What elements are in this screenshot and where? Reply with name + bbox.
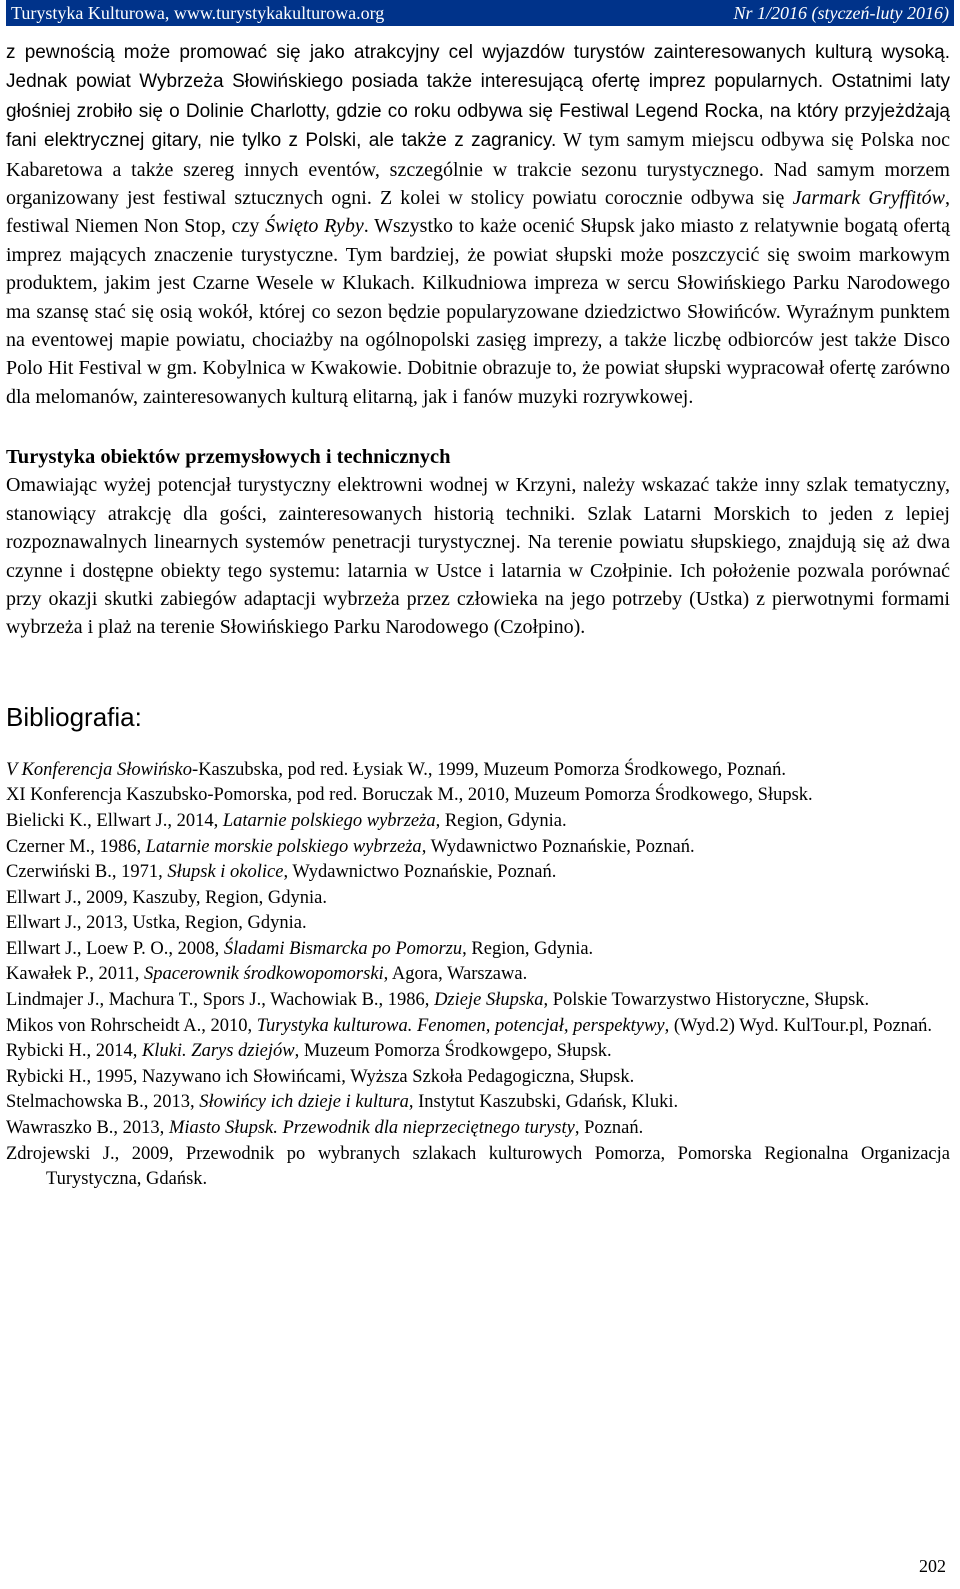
bibliography-item: V Konferencja Słowińsko-Kaszubska, pod red. Łysiak W., 1999, Muzeum Pomorza Środkowego, Poznań. [6,759,786,780]
bibliography-item: Wawraszko B., 2013, Miasto Słupsk. Przewodnik dla nieprzeciętnego turysty, Poznań. [6,1118,644,1139]
page-header [6,0,954,26]
paragraph-industrial: Omawiając wyżej potencjał turystyczny elektrowni wodnej w Krzyni, należy wskazać także inny szlak tematyczny, stanowiący atrakcję dla gości, zainteresowanych historią techniki. Szlak Latarni Morskich to jeden z lepiej rozpoznawalnych linearnych systemów penetracji turystycznej. Na terenie powiatu słupskiego, znajdują się aż dwa czynne i dostępne obiekty tego systemu: latarnia w Ustce i latarnia w Czołpinie. Ich położenie pozwala porównać przy okazji skutki zabiegów adaptacji wybrzeża przez człowieka na jego potrzeby (Ustka) z pierwotnymi formami wybrzeża i plaż na terenie Słowińskiego Parku Narodowego (Czołpino). [6,474,950,639]
bibliography-item: Zdrojewski J., 2009, Przewodnik po wybranych szlakach kulturowych Pomorza, Pomorska Regionalna Organizacja Turystyczna, Gdańsk. [6,1143,950,1190]
paragraph-events-cont3: . Wszystko to każe ocenić Słupsk jako miasto z relatywnie bogatą ofertą imprez mających znaczenie turystyczne. Tym bardziej, że powiat słupski może poszczycić się swoim markowym produktem, jakim jest Czarne Wesele w Klukach. Kilkudniowa impreza w sercu Słowińskiego Parku Narodowego ma szansę stać się osią wokół, której co sezon będzie popularyzowane dziedzictwo Słowińców. Wyraźnym punktem na eventowej mapie powiatu, chociażby na ogólnopolski zasięg imprezy, a także liczbę odbiorców jest także Disco Polo Hit Festival w gm. Kobylnica w Kwakowie. Dobitnie obrazuje to, że powiat słupski wypracował ofertę zarówno dla melomanów, zainteresowanych kulturą elitarną, jak i fanów muzyki rozrywkowej. [6,215,951,408]
bibliography-item: Kawałek P., 2011, Spacerownik środkowopomorski, Agora, Warszawa. [6,964,528,985]
bibliography-item: Ellwart J., 2013, Ustka, Region, Gdynia. [6,913,307,934]
bibliography-list [6,758,950,1193]
paragraph-events-sans: z pewnością może promować się jako atrakcyjny cel wyjazdów turystów zainteresowanych kulturą wysoką. Jednak powiat Wybrzeża Słowińskiego posiada także interesującą ofertę imprez popularnych. Ostatnimi laty głośniej zrobiło się o Dolinie Charlotty, gdzie co roku odbywa się Festiwal Legend Rocka, na który przyjeżdżają fani elektrycznej gitary, nie tylko z Polski, ale także z zagranicy. [6,42,950,152]
bibliography-item: Czerner M., 1986, Latarnie morskie polskiego wybrzeża, Wydawnictwo Poznańskie, Poznań. [6,836,695,857]
bibliography-item: XI Konferencja Kaszubsko-Pomorska, pod red. Boruczak M., 2010, Muzeum Pomorza Środkowego, Słupsk. [6,785,813,806]
bibliography-item: Lindmajer J., Machura T., Spors J., Wachowiak B., 1986, Dzieje Słupska, Polskie Towarzystwo Historyczne, Słupsk. [6,990,870,1011]
jarmark-title: Jarmark Gryffitów [792,187,946,210]
bibliography-item: Bielicki K., Ellwart J., 2014, Latarnie polskiego wybrzeża, Region, Gdynia. [6,810,567,831]
bibliography-item: Mikos von Rohrscheidt A., 2010, Turystyka kulturowa. Fenomen, potencjał, perspektywy, (Wyd.2) Wyd. KulTour.pl, Poznań. [6,1015,932,1036]
bibliography-item: Ellwart J., 2009, Kaszuby, Region, Gdynia. [6,887,327,908]
paragraph-events-cont2: , festiwal Niemen Non Stop, czy [6,187,951,238]
section-heading: Turystyka obiektów przemysłowych i technicznych [6,446,451,469]
bibliography-item: Stelmachowska B., 2013, Słowińcy ich dzieje i kultura, Instytut Kaszubski, Gdańsk, Kluki. [6,1092,679,1113]
swieto-title: Święto Ryby [265,215,364,238]
bibliography-item: Ellwart J., Loew P. O., 2008, Śladami Bismarcka po Pomorzu, Region, Gdynia. [6,938,594,959]
header-issue: Nr 1/2016 (styczeń-luty 2016) [733,2,949,23]
paragraph-events-cont: W tym samym miejscu odbywa się Polska noc Kabaretowa a także szereg innych eventów, szczególnie w trakcie sezonu turystycznego. Nad samym morzem organizowany jest festiwal sztucznych ogni. Z kolei w stolicy powiatu corocznie odbywa się [6,129,950,210]
paragraph-events [6,38,950,411]
bibliography-item: Czerwiński B., 1971, Słupsk i okolice, Wydawnictwo Poznańskie, Poznań. [6,862,557,883]
header-journal-title: Turystyka Kulturowa, www.turystykakulturowa.org [11,2,385,23]
bibliography-heading: Bibliografia: [6,701,142,732]
page-number: 202 [919,1556,946,1576]
article-body [6,38,950,1193]
bibliography-item: Rybicki H., 1995, Nazywano ich Słowińcami, Wyższa Szkoła Pedagogiczna, Słupsk. [6,1066,635,1087]
bibliography-item: Rybicki H., 2014, Kluki. Zarys dziejów, Muzeum Pomorza Środkowgepo, Słupsk. [6,1041,612,1062]
